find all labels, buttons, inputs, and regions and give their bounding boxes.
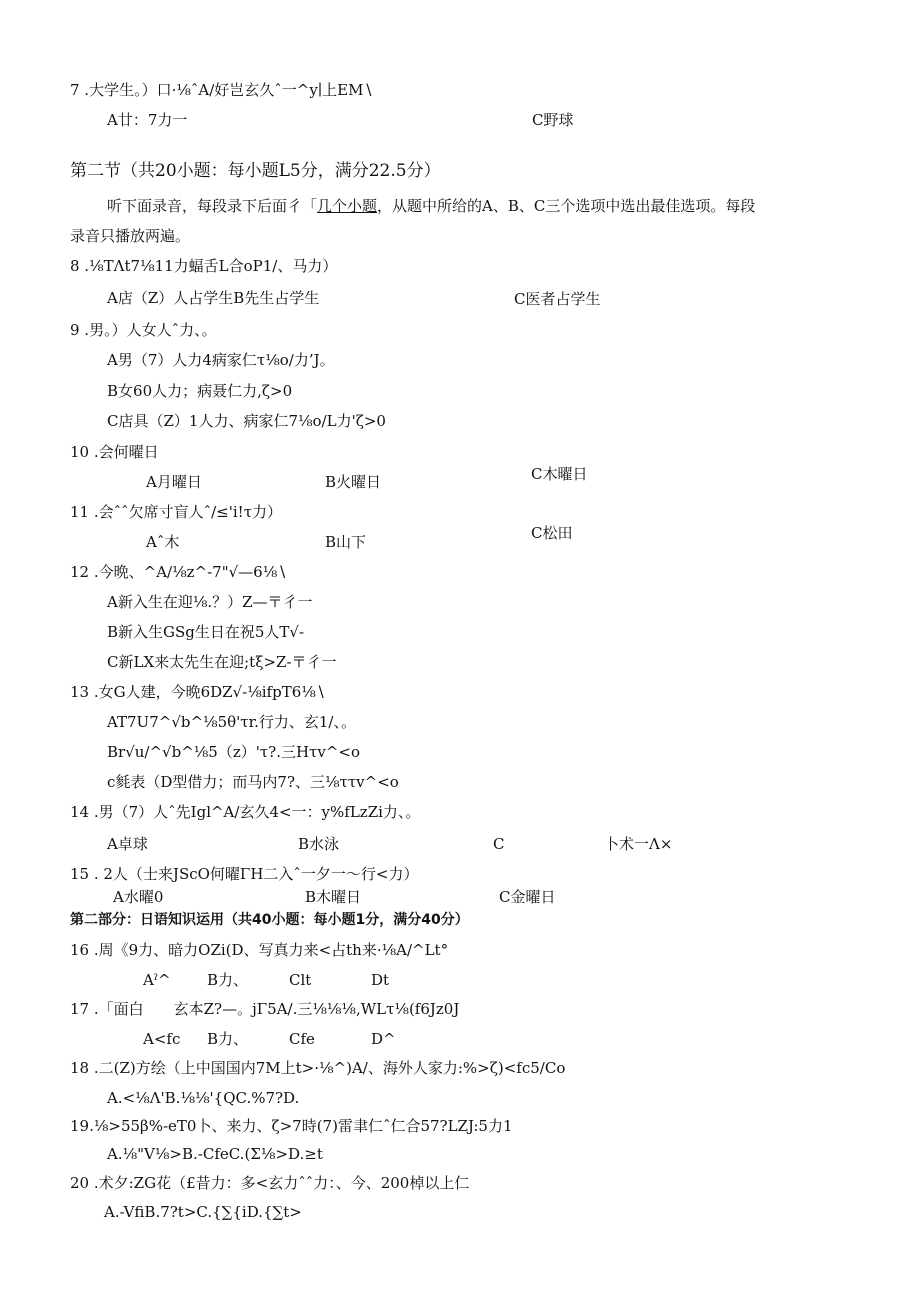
question-7-option-c: C野球: [532, 111, 574, 129]
question-13-option-a: AT7U7^√b^⅛5θ'τr.行力、玄1/、。: [107, 713, 356, 731]
question-16-option-d: Dt: [371, 971, 390, 989]
question-14-option-a: A卓球: [107, 835, 148, 853]
question-11-stem: 11 .会ˆˆ欠席寸盲人ˆ∕≤'i!τ力）: [70, 503, 282, 521]
question-13-option-b: Br√u∕^√b^⅛5（z）'τ?.三Hτv^<o: [107, 743, 361, 761]
question-18-options: A.<⅛Λ'B.⅛⅛'{QC.%7?D.: [107, 1089, 300, 1107]
question-19-stem: 19.⅛>55β%-eT0卜、来力、ζ>7時(7)雷聿仁ˆ仁合57?LZJ:5力1: [70, 1117, 513, 1135]
section-2-instructions: [107, 196, 755, 216]
section-2-instructions-line2: 录音只播放两遍。: [70, 227, 191, 245]
question-8-option-c: C医者占学生: [514, 290, 601, 308]
question-7-option-a: A廿：7力一: [107, 111, 188, 129]
question-15-option-c: C金曜日: [499, 888, 556, 906]
instructions-underlined: 几个小题: [317, 197, 378, 215]
question-17-option-b: B力、: [207, 1030, 249, 1048]
question-8-options-ab: A店（Z）人占学生B先生占学生: [107, 289, 320, 307]
question-7-stem: 7 .大学生。）口·⅛ˆA∕好岂玄久ˆ一^y∣上EM∖: [70, 81, 374, 99]
question-12-stem: 12 .今晩、^A∕⅛z^-7"√—6⅛∖: [70, 563, 287, 581]
question-13-stem: 13 .女G人建，今晩6DZ√-⅛ifpT6⅛∖: [70, 683, 326, 701]
question-15-stem: 15 . 2人（士来JScO何曜ΓH二入ˆ一夕一～行<力）: [70, 865, 419, 883]
question-11-option-c: C松田: [531, 524, 573, 542]
question-20-options: A.-VfiB.7?t>C.{∑{iD.{∑t>: [104, 1203, 302, 1221]
question-15-option-a: A水曜0: [113, 888, 164, 906]
question-16-stem: 16 .周《9力、暗力OZi(D、写真力来<占th来·⅛A∕^Lt°: [70, 941, 449, 959]
question-16-option-a: Aˀ^: [143, 971, 171, 989]
question-12-option-c: C新LX来太先生在迎;tξ>Z-〒彳一: [107, 653, 337, 671]
question-11-option-b: B山下: [325, 533, 367, 551]
question-15-option-b: B木曜日: [305, 888, 362, 906]
question-17-option-d: D^: [371, 1030, 396, 1048]
question-17-option-a: A<fc: [143, 1030, 181, 1048]
question-9-option-a: A男（7）人力4病家仁τ⅛o∕力’J。: [107, 351, 335, 369]
question-8-stem: 8 .⅛TΛt7⅛11力蝠舌L合oP1/、马力）: [70, 257, 338, 275]
question-17-stem: 17 .「面白 玄本Z?—。jΓ5A∕.三⅛⅛⅛,WLτ⅛(f6Jz0J: [70, 1000, 460, 1018]
question-10-option-c: C木曜日: [531, 465, 588, 483]
question-16-option-b: B力、: [207, 971, 249, 989]
question-12-option-b: B新入生GSg生日在祝5人T√-: [107, 623, 305, 641]
instructions-text-post: ，从题中所给的A、B、C三个选项中选出最佳选项。每段: [377, 197, 756, 215]
question-14-option-c-letter: C: [493, 835, 505, 853]
question-14-stem: 14 .男（7）人ˆ先Igl^A∕玄久4<一：y%fLzZi力、。: [70, 803, 421, 821]
question-10-stem: 10 .会何曜日: [70, 443, 159, 461]
question-16-option-c: Clt: [289, 971, 312, 989]
question-10-option-a: A月曜日: [146, 473, 202, 491]
question-9-option-c: C店具（Z）1人力、病家仁7⅛o∕L力'ζ>0: [107, 412, 386, 430]
question-12-option-a: A新入生在迎⅛.？）Z—〒彳一: [107, 593, 313, 611]
instructions-text-pre: 听下面录音，每段录下后面彳「: [107, 197, 318, 215]
question-19-options: A.⅛"V⅛>B.-CfeC.(Σ⅛>D.≥t: [107, 1145, 323, 1163]
question-13-option-c: c毵表（D型借力；而马内7?、三⅛ττv^<o: [107, 773, 399, 791]
question-11-option-a: Aˆ木: [146, 533, 180, 551]
question-14-option-b: B水泳: [298, 835, 340, 853]
question-18-stem: 18 .二(Z)方绘（上中国国内7M上t>·⅛^)A/、海外人家力:%>ζ)<fc5/Co: [70, 1059, 566, 1077]
question-9-option-b: B女60人力；病聂仁力,ζ>0: [107, 382, 293, 400]
question-10-option-b: B火曜日: [325, 473, 382, 491]
section-2-heading: 第二节（共20小题：每小题L5分，满分22.5分）: [70, 161, 441, 181]
question-9-stem: 9 .男。）人女人ˆ力、。: [70, 321, 217, 339]
question-20-stem: 20 .术夕:ZG花（£昔力：多<玄力ˆˆ力：、今、200棹以上仁: [70, 1174, 470, 1192]
part-2-heading: 第二部分：日语知识运用（共40小题：每小题1分，满分40分）: [70, 912, 469, 928]
question-17-option-c: Cfe: [289, 1030, 315, 1048]
question-14-option-c-text: 卜术一Λ×: [604, 835, 673, 853]
